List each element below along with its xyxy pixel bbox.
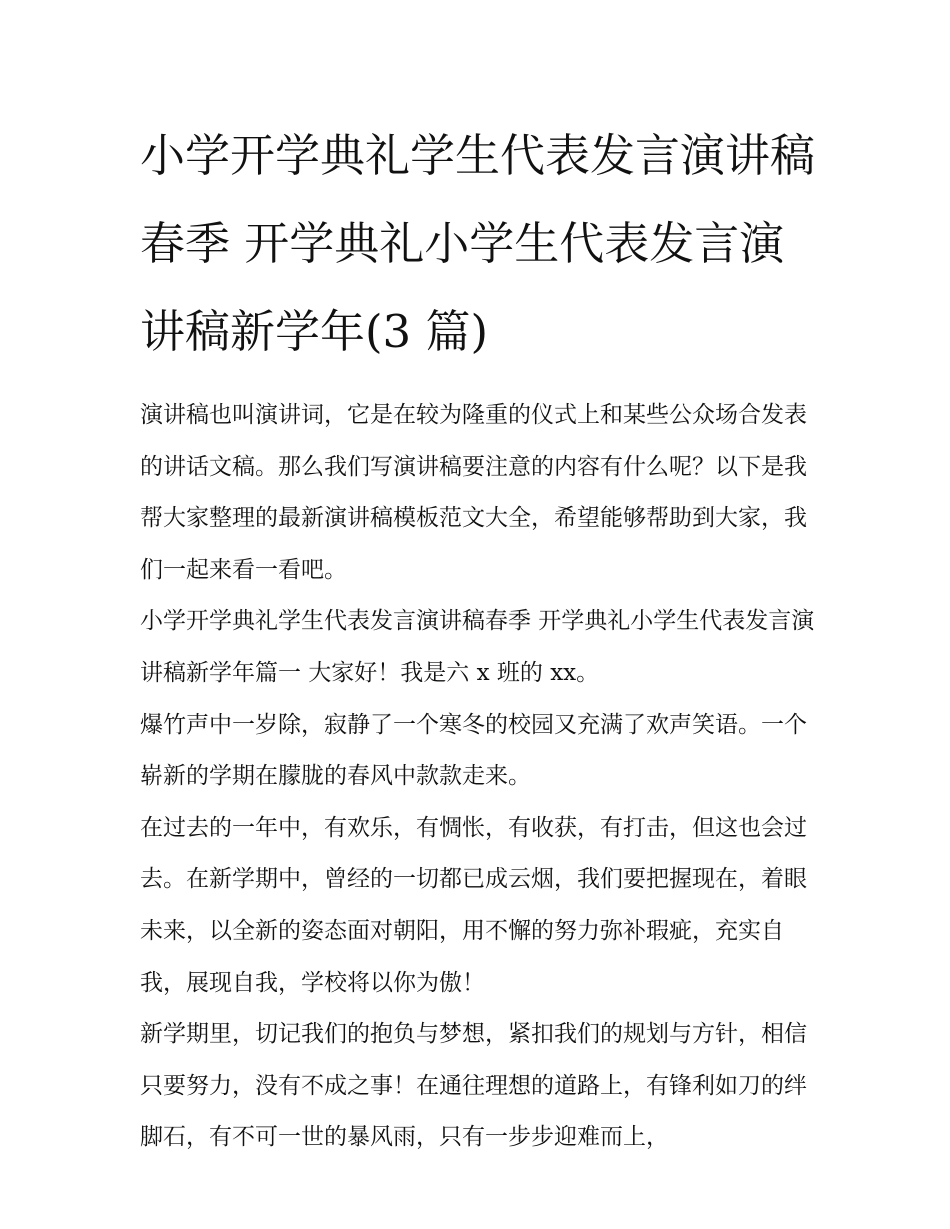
paragraph-new-semester: 新学期里，切记我们的抱负与梦想，紧扣我们的规划与方针，相信只要努力，没有不成之事！在通往理想的道路上，有锋利如刀的绊脚石，有不可一世的暴风雨，只有一步步迎难而上， xyxy=(140,1021,807,1151)
paragraph-spring-festival: 爆竹声中一岁除，寂静了一个寒冬的校园又充满了欢声笑语。一个崭新的学期在朦胧的春风中款款走来。 xyxy=(140,711,807,790)
document-body xyxy=(140,112,820,1164)
paragraph-speech-heading: 小学开学典礼学生代表发言演讲稿春季 开学典礼小学生代表发言演讲稿新学年篇一 大家好！我是六 x 班的 xx。 xyxy=(140,608,815,686)
document-title: 小学开学典礼学生代表发言演讲稿春季 开学典礼小学生代表发言演讲稿新学年(3 篇) xyxy=(140,129,816,358)
paragraph-past-year: 在过去的一年中，有欢乐，有惆怅，有收获，有打击，但这也会过去。在新学期中，曾经的一切都已成云烟，我们要把握现在，着眼未来，以全新的姿态面对朝阳，用不懈的努力弥补瑕疵，充实自我，展现自我，学校将以你为傲！ xyxy=(140,814,807,996)
paragraph-intro: 演讲稿也叫演讲词，它是在较为隆重的仪式上和某些公众场合发表的讲话文稿。那么我们写演讲稿要注意的内容有什么呢？以下是我帮大家整理的最新演讲稿模板范文大全，希望能够帮助到大家，我们一起来看一看吧。 xyxy=(140,402,807,583)
